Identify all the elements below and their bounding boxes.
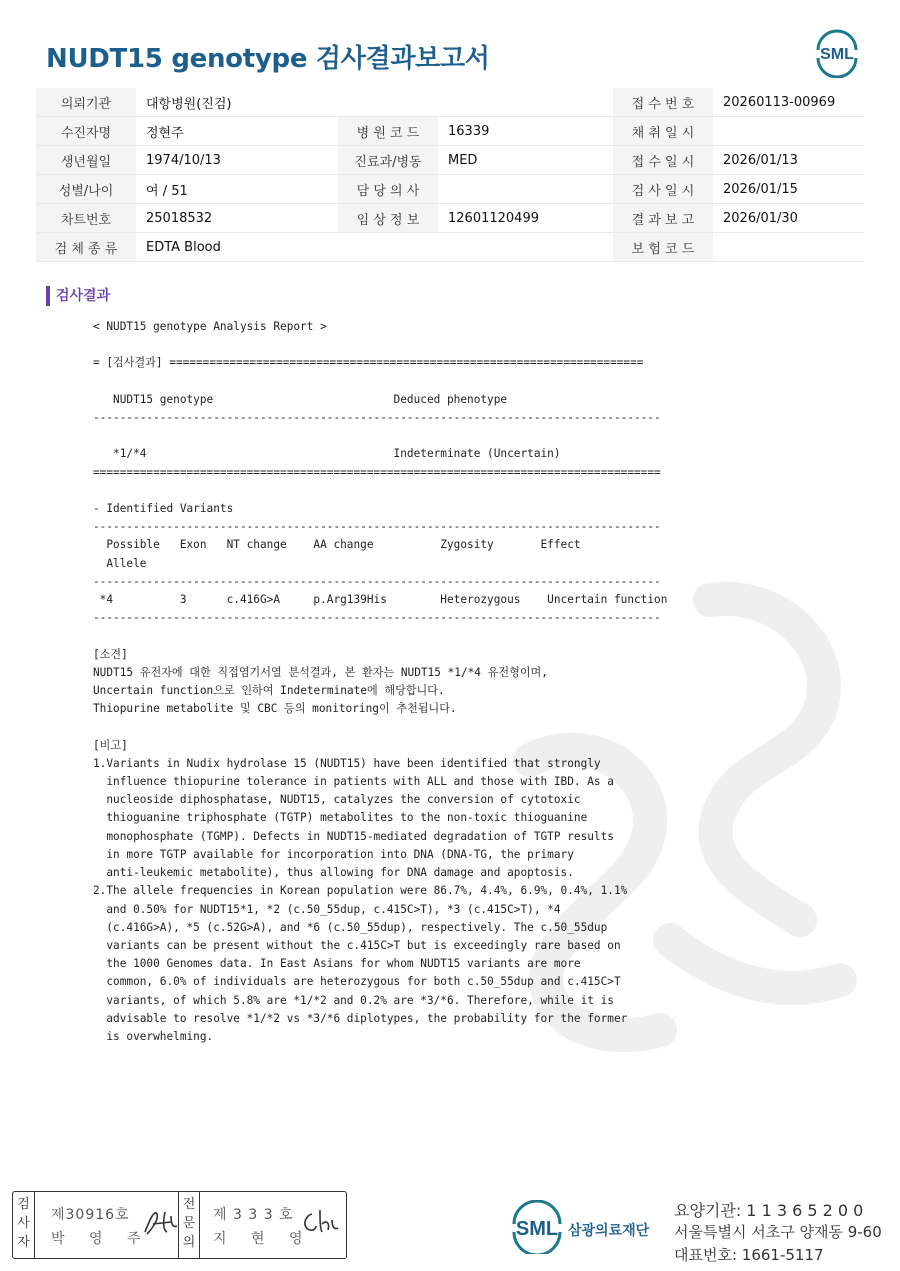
info-value: EDTA Blood (136, 233, 338, 262)
info-row (36, 146, 864, 175)
address: 서울특별시 서초구 양재동 9-60 (674, 1223, 882, 1241)
sml-logo-text: SML (820, 46, 854, 63)
info-value: 20260113-00969 (713, 88, 864, 117)
patient-info-table (36, 88, 864, 262)
info-label: 채 취 일 시 (613, 117, 713, 146)
specialist-license-no: 제 3 3 3 호 (213, 1207, 294, 1223)
info-label: 수진자명 (36, 117, 136, 146)
info-value: 16339 (438, 117, 613, 146)
info-value (713, 117, 864, 146)
sml-logo (810, 28, 864, 78)
info-label: 임 상 정 보 (338, 204, 438, 233)
tester-signature (141, 1206, 181, 1240)
info-label: 접 수 번 호 (613, 88, 713, 117)
info-label (338, 88, 438, 117)
info-value: 25018532 (136, 204, 338, 233)
stamp-label-specialist: 전 문 의 (178, 1192, 200, 1258)
org-name: 삼광의료재단 (568, 1223, 650, 1239)
info-label: 검 사 일 시 (613, 175, 713, 204)
info-value: 2026/01/30 (713, 204, 864, 233)
info-label: 접 수 일 시 (613, 146, 713, 175)
info-label: 차트번호 (36, 204, 136, 233)
info-label: 결 과 보 고 (613, 204, 713, 233)
info-value: 12601120499 (438, 204, 613, 233)
info-row (36, 88, 864, 117)
phone: 대표번호: 1661-5117 (674, 1246, 824, 1264)
facility-code: 요양기관: 1 1 3 6 5 2 0 0 (674, 1201, 864, 1220)
footer-logo (510, 1200, 660, 1259)
info-value: 여 / 51 (136, 175, 338, 204)
info-value (438, 175, 613, 204)
info-value (438, 233, 613, 262)
info-label: 진료과/병동 (338, 146, 438, 175)
info-value: 2026/01/13 (713, 146, 864, 175)
info-row (36, 204, 864, 233)
info-label: 생년월일 (36, 146, 136, 175)
info-value: 2026/01/15 (713, 175, 864, 204)
info-label: 검 체 종 류 (36, 233, 136, 262)
info-label: 병 원 코 드 (338, 117, 438, 146)
tester-license-no: 제30916호 (51, 1207, 130, 1223)
info-value (713, 233, 864, 262)
info-label: 의뢰기관 (36, 88, 136, 117)
footer-logo-text: SML (515, 1218, 559, 1240)
report-title: NUDT15 genotype 검사결과보고서 (46, 44, 490, 74)
info-value: MED (438, 146, 613, 175)
info-row (36, 233, 864, 262)
info-value: 1974/10/13 (136, 146, 338, 175)
info-value: 정현주 (136, 117, 338, 146)
info-value (438, 88, 613, 117)
info-row (36, 175, 864, 204)
stamp-label-tester: 검 사 자 (13, 1192, 35, 1258)
section-title-results: 검사결과 (46, 286, 110, 306)
specialist-name: 지 현 영 (213, 1231, 313, 1247)
info-value: 대항병원(진검) (136, 88, 338, 117)
specialist-signature (298, 1206, 342, 1240)
info-label (338, 233, 438, 262)
tester-name: 박 영 주 (51, 1231, 151, 1247)
info-label: 보 험 코 드 (613, 233, 713, 262)
sml-foundation-logo (510, 1200, 660, 1254)
info-label: 담 당 의 사 (338, 175, 438, 204)
report-body: < NUDT15 genotype Analysis Report > = [검사결과] ======================================================================= NUDT15 genotype Deduced phenotype ------------------------------------------------------------------------------------- *1/*4 Indeterminate (Uncertain) ===================================================================================== - Identified Variants ------------------------------------------------------------------------------------- Possible Exon NT change AA change Zygosity Effect Allele ------------------------------------------------------------------------------------- *4 3 c.416G>A p.Arg139His Heterozygous Uncertain function ------------------------------------------------------------------------------------- [소견] NUDT15 유전자에 대한 직접염기서열 분석결과, 본 환자는 NUDT15 *1/*4 유전형이며, Uncertain function으로 인하여 Indeterminate에 해당합니다. Thiopurine metabolite 및 CBC 등의 monitoring이 추천됩니다. [비고] 1.Variants in Nudix hydrolase 15 (NUDT15) have been identified that strongly influence thiopurine tolerance in patients with ALL and those with IBD. As a nucleoside diphosphatase, NUDT15, catalyzes the conversion of cytotoxic thioguanine triphosphate (TGTP) metabolites to the non-toxic thioguanine monophosphate (TGMP). Defects in NUDT15-mediated degradation of TGTP results in more TGTP available for incorporation into DNA (DNA-TG, the primary anti-leukemic metabolite), thus allowing for DNA damage and apoptosis. 2.The allele frequencies in Korean population were 86.7%, 4.4%, 6.9%, 0.4%, 1.1% and 0.50% for NUDT15*1, *2 (c.50_55dup, c.415C>T), *3 (c.415C>T), *4 (c.416G>A), *5 (c.52G>A), and *6 (c.50_55dup), respectively. The c.50_55dup variants can be present without the c.415C>T but is exceedingly rare based on the 1000 Genomes data. In East Asians for whom NUDT15 variants are more common, 6.0% of individuals are heterozygous for both c.50_55dup and c.415C>T variants, of which 5.8% are *1/*2 and 0.2% are *3/*6. Therefore, while it is advisable to resolve *1/*2 vs *3/*6 diplotypes, the probability for the former is overwhelming. (93, 320, 668, 1043)
signature-stamp (12, 1191, 347, 1259)
info-row (36, 117, 864, 146)
info-label: 성별/나이 (36, 175, 136, 204)
